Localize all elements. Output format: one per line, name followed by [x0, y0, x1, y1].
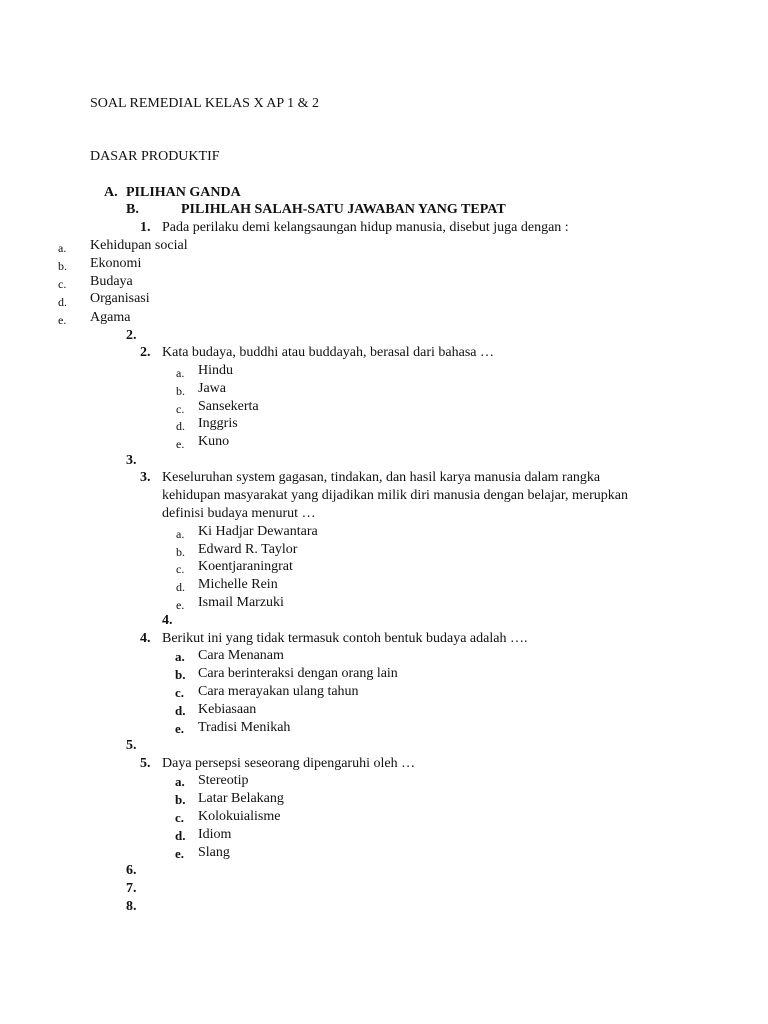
option-label: d.: [58, 295, 67, 309]
option-label: b.: [176, 545, 185, 559]
option-label: c.: [175, 810, 185, 825]
q5-text: Daya persepsi seseorang dipengaruhi oleh …: [162, 756, 416, 771]
stray-number-3: 3.: [126, 453, 137, 468]
stray-number-4: 4.: [162, 613, 173, 628]
option-text: Edward R. Taylor: [198, 542, 298, 557]
q3-text-line-1: Keseluruhan system gagasan, tindakan, dan hasil karya manusia dalam rangka: [162, 470, 601, 485]
q3-text-line-2: kehidupan masyarakat yang dijadikan milik diri manusia dengan belajar, merupkan: [162, 488, 628, 503]
stray-number-8: 8.: [126, 899, 137, 914]
option-label: c.: [58, 277, 67, 291]
option-text: Jawa: [198, 381, 226, 396]
option-text: Ekonomi: [90, 256, 142, 271]
option-label: d.: [175, 703, 186, 718]
q4-number: 4.: [140, 631, 151, 646]
option-text: Slang: [198, 845, 230, 860]
stray-number-2: 2.: [126, 328, 137, 343]
q1-text: Pada perilaku demi kelangsaungan hidup manusia, disebut juga dengan :: [162, 220, 569, 235]
option-label: e.: [58, 313, 67, 327]
option-text: Kolokuialisme: [198, 809, 281, 824]
option-text: Stereotip: [198, 773, 249, 788]
stray-number-6: 6.: [126, 863, 137, 878]
option-label: e.: [175, 846, 185, 861]
option-text: Idiom: [198, 827, 232, 842]
option-text: Sansekerta: [198, 399, 259, 414]
option-label: a.: [175, 774, 185, 789]
option-text: Cara merayakan ulang tahun: [198, 684, 359, 699]
option-text: Budaya: [90, 274, 133, 289]
section-a-marker: A.: [104, 185, 118, 200]
option-label: e.: [176, 598, 185, 612]
option-text: Hindu: [198, 363, 233, 378]
option-label: c.: [176, 562, 185, 576]
q4-text: Berikut ini yang tidak termasuk contoh bentuk budaya adalah ….: [162, 631, 528, 646]
option-text: Koentjaraningrat: [198, 559, 293, 574]
option-text: Agama: [90, 310, 131, 325]
section-b-marker: B.: [126, 202, 139, 217]
q2-number: 2.: [140, 345, 151, 360]
option-label: d.: [176, 580, 185, 594]
q3-text-line-3: definisi budaya menurut …: [162, 506, 316, 521]
option-label: a.: [176, 527, 185, 541]
q5-number: 5.: [140, 756, 151, 771]
option-label: b.: [58, 259, 67, 273]
option-text: Tradisi Menikah: [198, 720, 291, 735]
option-label: b.: [176, 384, 185, 398]
q2-text: Kata budaya, buddhi atau buddayah, berasal dari bahasa …: [162, 345, 494, 360]
section-b-title: PILIHLAH SALAH-SATU JAWABAN YANG TEPAT: [181, 202, 506, 217]
option-text: Kebiasaan: [198, 702, 257, 717]
option-label: e.: [176, 437, 185, 451]
option-label: a.: [175, 649, 185, 664]
option-text: Cara berinteraksi dengan orang lain: [198, 666, 398, 681]
doc-subject: DASAR PRODUKTIF: [90, 149, 220, 164]
section-a-title: PILIHAN GANDA: [126, 185, 241, 200]
stray-number-7: 7.: [126, 881, 137, 896]
option-text: Ismail Marzuki: [198, 595, 284, 610]
stray-number-5: 5.: [126, 738, 137, 753]
doc-title: SOAL REMEDIAL KELAS X AP 1 & 2: [90, 96, 320, 111]
option-label: d.: [175, 828, 186, 843]
option-label: a.: [58, 241, 67, 255]
option-label: c.: [175, 685, 185, 700]
option-label: c.: [176, 402, 185, 416]
option-label: a.: [176, 366, 185, 380]
option-text: Latar Belakang: [198, 791, 284, 806]
q1-number: 1.: [140, 220, 151, 235]
option-text: Inggris: [198, 416, 238, 431]
option-text: Michelle Rein: [198, 577, 278, 592]
option-label: d.: [176, 419, 185, 433]
option-label: e.: [175, 721, 185, 736]
option-text: Kuno: [198, 434, 230, 449]
q3-number: 3.: [140, 470, 151, 485]
option-text: Cara Menanam: [198, 648, 284, 663]
option-label: b.: [175, 792, 186, 807]
option-label: b.: [175, 667, 186, 682]
option-text: Organisasi: [90, 291, 150, 306]
option-text: Ki Hadjar Dewantara: [198, 524, 318, 539]
option-text: Kehidupan social: [90, 238, 188, 253]
